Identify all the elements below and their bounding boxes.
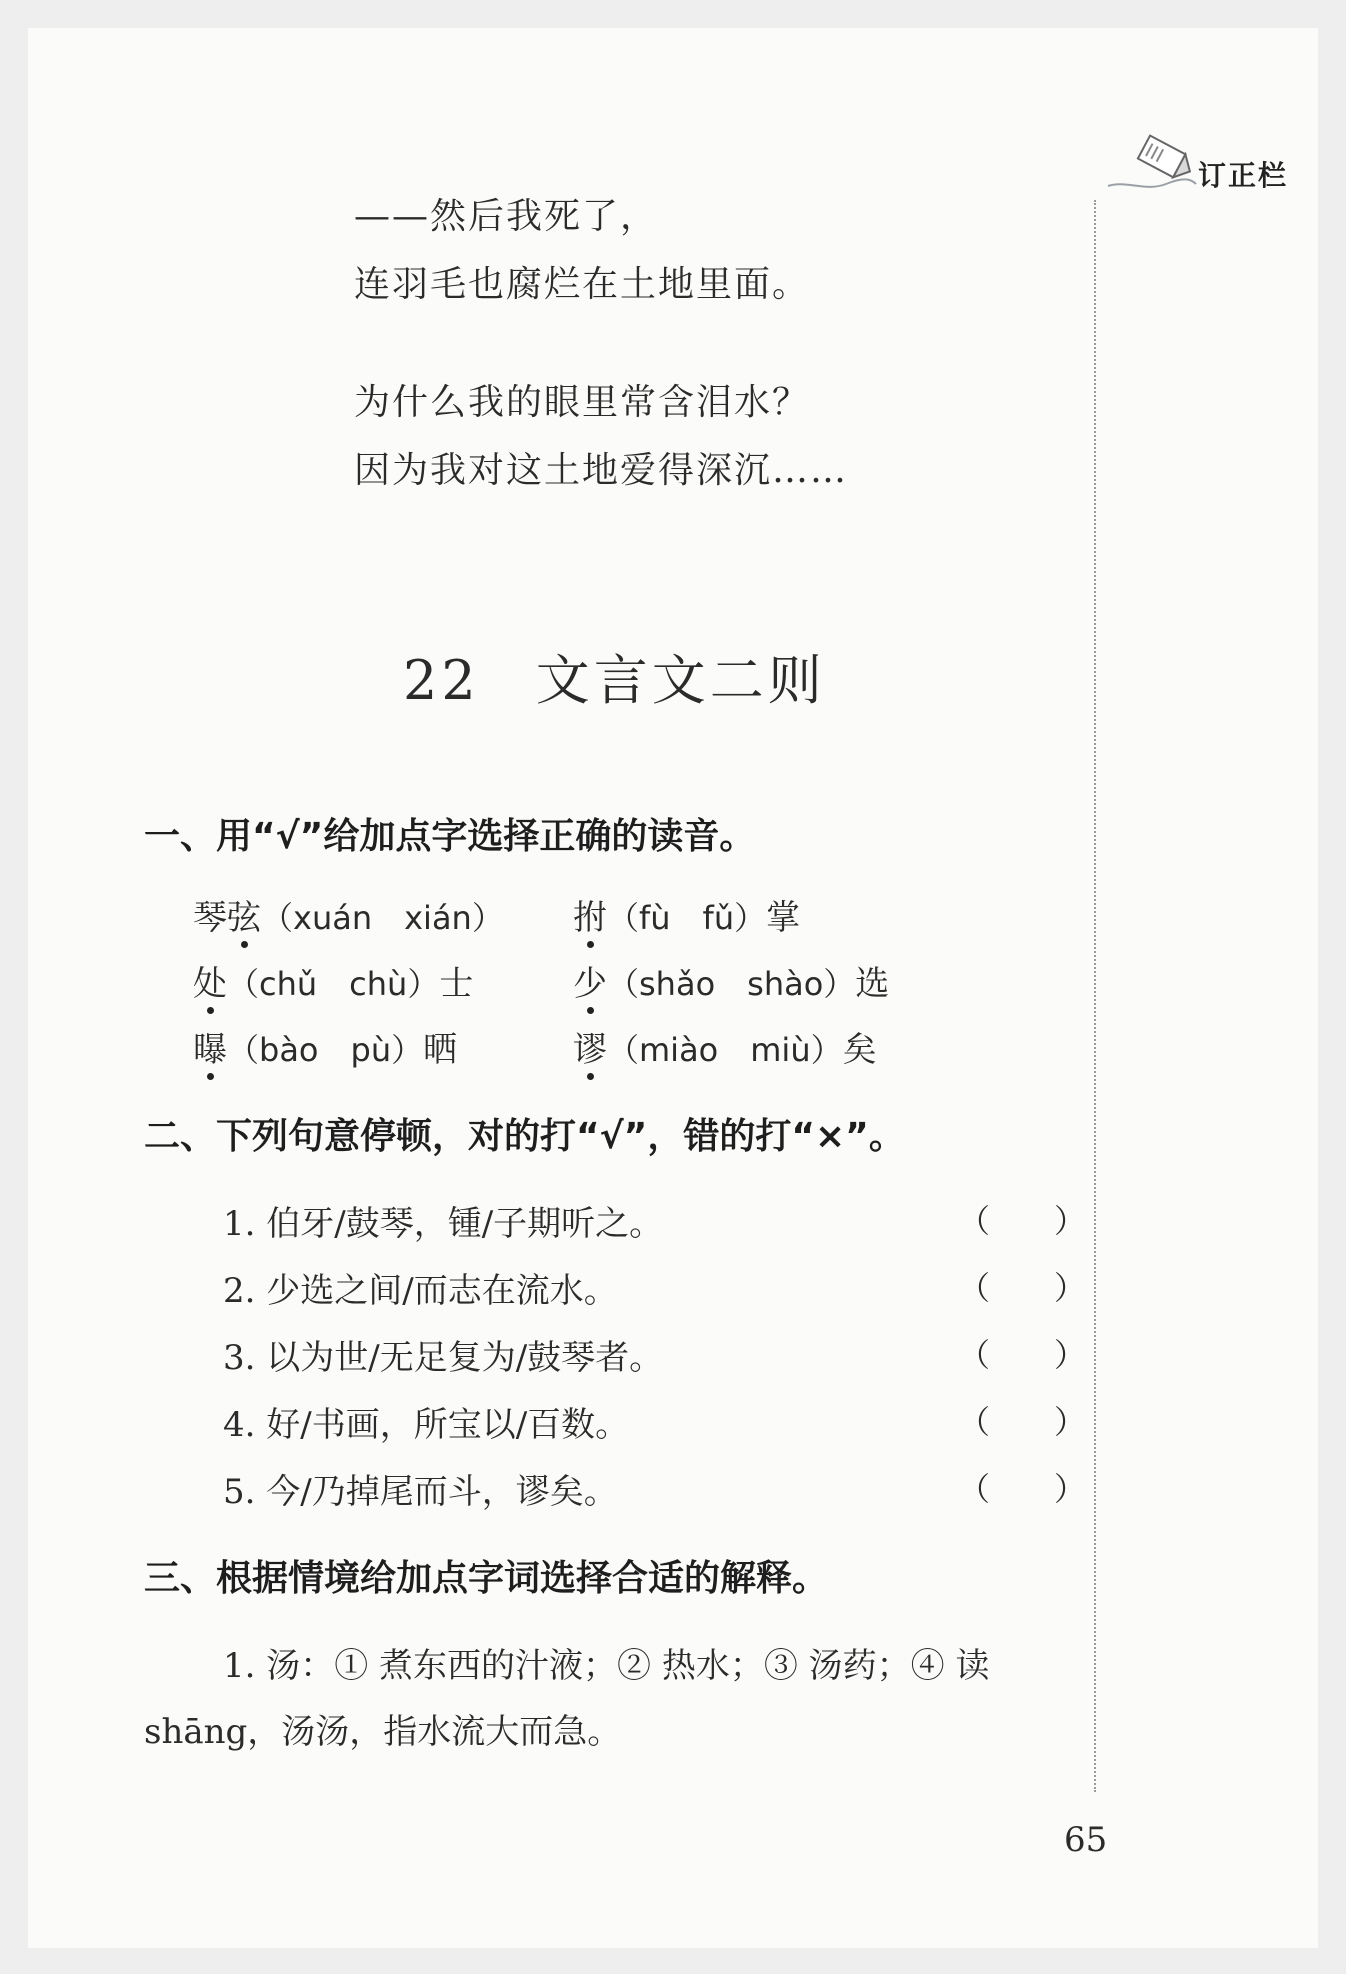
poem-line: 为什么我的眼里常含泪水？ — [354, 382, 811, 423]
correction-column-title: 订正栏 — [1198, 159, 1289, 192]
answer-blank[interactable]: （ ） — [958, 1202, 1087, 1240]
workbook-page — [28, 28, 1318, 1948]
pinyin-choice-item: 琴弦（xuán xián） — [193, 898, 504, 938]
pause-question: 1. 伯牙/鼓琴，锺/子期听之。 — [223, 1204, 664, 1244]
definition-line: 1. 汤：① 煮东西的汁液；② 热水；③ 汤药；④ 读 — [223, 1646, 990, 1686]
lesson-number: 22 — [403, 649, 480, 712]
pinyin-options: （fù fǔ） — [607, 899, 767, 937]
dotted-character: 少 — [573, 964, 607, 1004]
pinyin-options: （xuán xián） — [261, 899, 504, 937]
poem-line: ——然后我死了， — [354, 196, 659, 237]
page-number: 65 — [1064, 1820, 1108, 1860]
margin-divider — [1094, 200, 1096, 1792]
pinyin-options: （chǔ chù） — [227, 965, 440, 1003]
pencil-icon — [1106, 130, 1198, 200]
pinyin-choice-item: 拊（fù fǔ）掌 — [573, 898, 801, 938]
answer-blank[interactable]: （ ） — [958, 1269, 1087, 1307]
section-1-heading: 一、用“√”给加点字选择正确的读音。 — [144, 816, 756, 857]
answer-blank[interactable]: （ ） — [958, 1336, 1087, 1374]
pause-question: 5. 今/乃掉尾而斗，谬矣。 — [223, 1472, 618, 1512]
pinyin-options: （bào pù） — [227, 1031, 424, 1069]
pause-question: 3. 以为世/无足复为/鼓琴者。 — [223, 1338, 664, 1378]
dotted-character: 处 — [193, 964, 227, 1004]
pause-question: 2. 少选之间/而志在流水。 — [223, 1271, 618, 1311]
dotted-character: 弦 — [227, 898, 261, 938]
answer-blank[interactable]: （ ） — [958, 1403, 1087, 1441]
pinyin-options: （shǎo shào） — [607, 965, 856, 1003]
pinyin-choice-item: 谬（miào miù）矣 — [573, 1030, 877, 1070]
pinyin-options: （miào miù） — [607, 1031, 843, 1069]
lesson-name: 文言文二则 — [535, 649, 826, 712]
section-3-heading: 三、根据情境给加点字词选择合适的解释。 — [144, 1558, 829, 1599]
section-2-heading: 二、下列句意停顿，对的打“√”，错的打“×”。 — [144, 1116, 905, 1157]
dotted-character: 谬 — [573, 1030, 607, 1070]
pinyin-choice-item: 少（shǎo shào）选 — [573, 964, 890, 1004]
answer-blank[interactable]: （ ） — [958, 1470, 1087, 1508]
lesson-title — [403, 638, 826, 715]
pinyin-choice-item: 处（chǔ chù）士 — [193, 964, 474, 1004]
poem-line: 因为我对这土地爱得深沉…… — [354, 450, 849, 491]
correction-column-label — [1106, 130, 1316, 210]
definition-line: shāng，汤汤，指水流大而急。 — [144, 1712, 622, 1752]
dotted-character: 拊 — [573, 898, 607, 938]
dotted-character: 曝 — [193, 1030, 227, 1070]
poem-line: 连羽毛也腐烂在土地里面。 — [354, 264, 811, 305]
pinyin-choice-item: 曝（bào pù）晒 — [193, 1030, 458, 1070]
pause-question: 4. 好/书画，所宝以/百数。 — [223, 1405, 630, 1445]
